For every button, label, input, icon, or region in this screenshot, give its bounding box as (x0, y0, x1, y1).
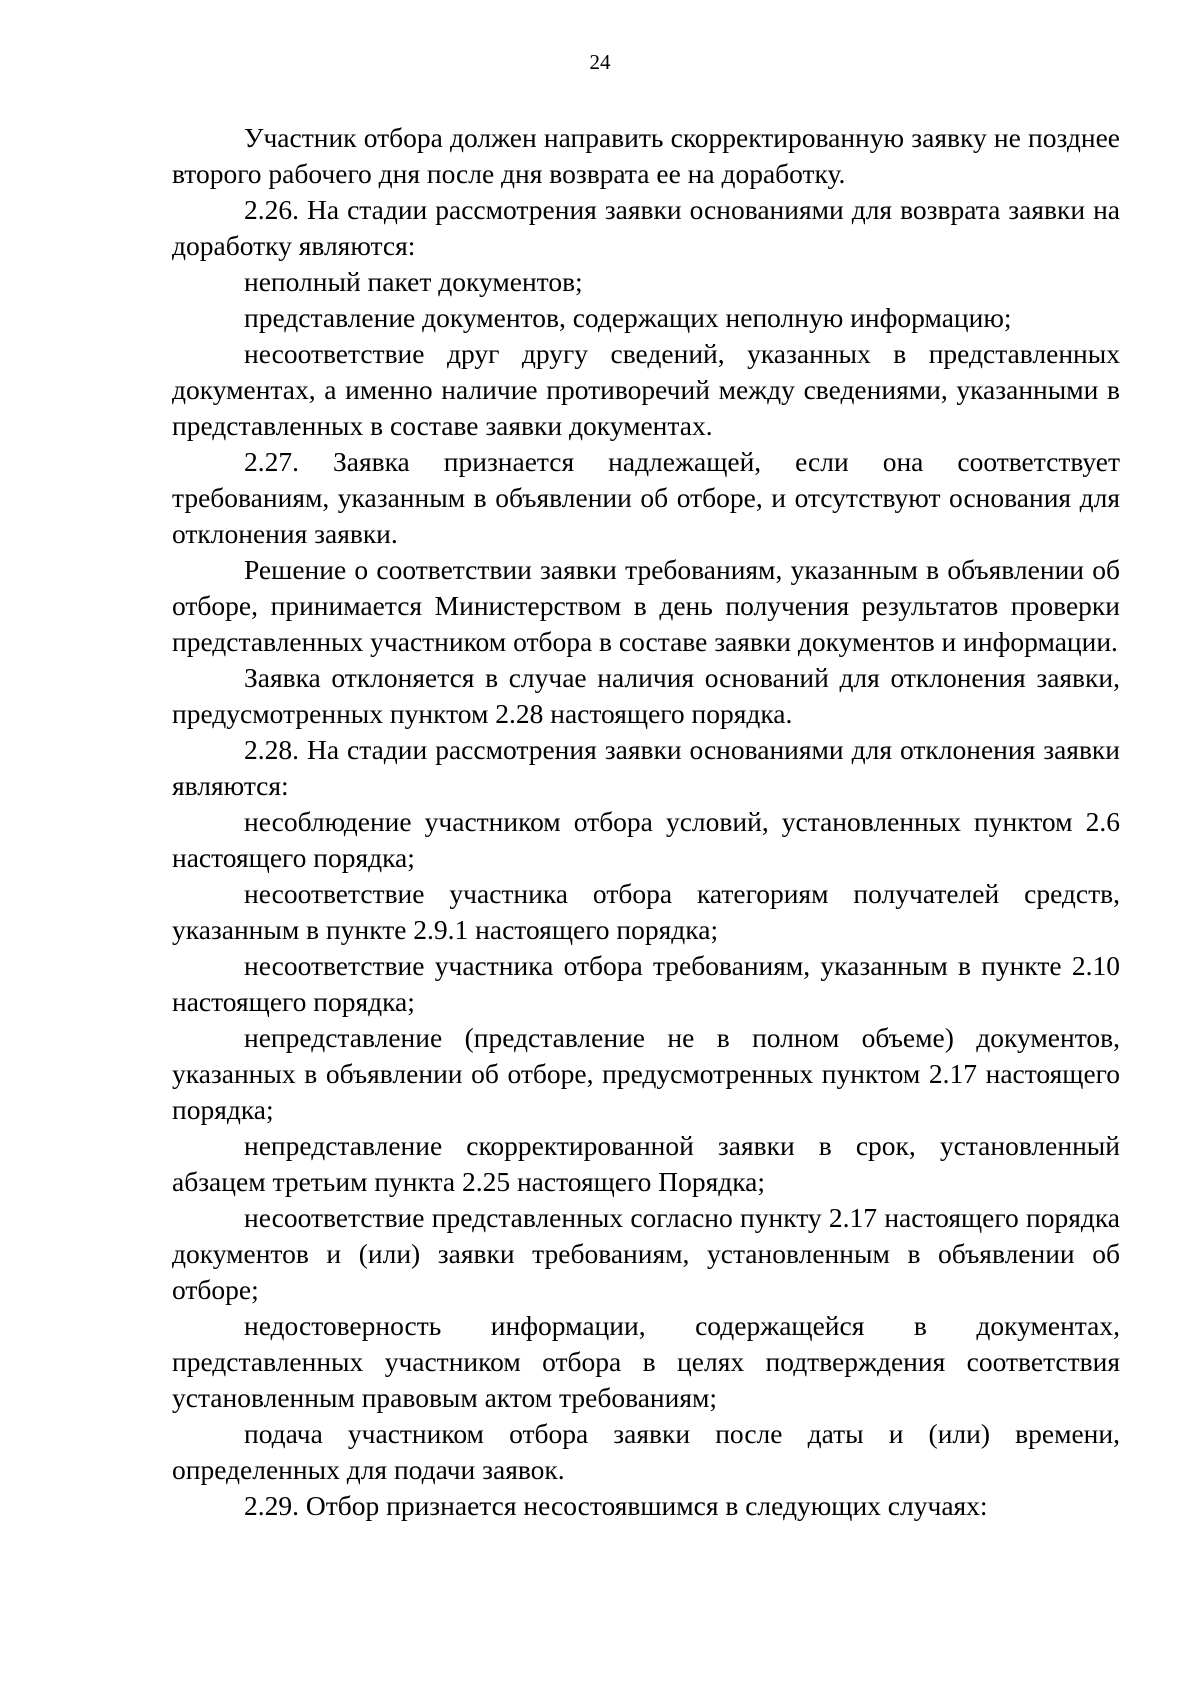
paragraph-inconsistent-info: несоответствие друг другу сведений, указанных в представленных документах, а именно наличие противоречий между сведениями, указанными в представленных в составе заявки документах. (172, 338, 1120, 441)
paragraph-2-27: 2.27. Заявка признается надлежащей, если она соответствует требованиям, указанным в объявлении об отборе, и отсутствуют основания для отклонения заявки. (172, 446, 1120, 549)
paragraph-requirements-2-10: несоответствие участника отбора требованиям, указанным в пункте 2.10 настоящего порядка; (172, 950, 1120, 1017)
paragraph-inaccurate-info: недостоверность информации, содержащейся в документах, представленных участником отбора в целях подтверждения соответствия установленным правовым актом требованиям; (172, 1310, 1120, 1413)
page-number: 24 (589, 50, 611, 74)
paragraph-incomplete-info: представление документов, содержащих неполную информацию; (244, 302, 1012, 333)
paragraph-documents-2-17: непредставление (представление не в полном объеме) документов, указанных в объявлении об отборе, предусмотренных пунктом 2.17 настоящего порядка; (172, 1022, 1120, 1125)
paragraph-2-29: 2.29. Отбор признается несостоявшимся в следующих случаях: (244, 1490, 988, 1521)
paragraph-ministry-decision: Решение о соответствии заявки требованиям, указанным в объявлении об отборе, принимается Министерством в день получения результатов проверки представленных участником отбора в составе заявки документов и информации. (172, 554, 1120, 657)
paragraph-2-26: 2.26. На стадии рассмотрения заявки основаниями для возврата заявки на доработку являются: (172, 194, 1120, 261)
paragraph-late-submission: подача участником отбора заявки после даты и (или) времени, определенных для подачи заявок. (172, 1418, 1120, 1485)
paragraph-2-28: 2.28. На стадии рассмотрения заявки основаниями для отклонения заявки являются: (172, 734, 1120, 801)
document-body (172, 120, 1120, 1524)
paragraph-resubmission-deadline: Участник отбора должен направить скорректированную заявку не позднее второго рабочего дня после дня возврата ее на доработку. (172, 122, 1120, 189)
paragraph-nonconformity: несоответствие представленных согласно пункту 2.17 настоящего порядка документов и (или) заявки требованиям, установленным в объявлении об отборе; (172, 1202, 1120, 1305)
paragraph-late-correction: непредставление скорректированной заявки в срок, установленный абзацем третьим пункта 2.25 настоящего Порядка; (172, 1130, 1120, 1197)
paragraph-incomplete-package: неполный пакет документов; (244, 266, 583, 297)
paragraph-rejection-grounds: Заявка отклоняется в случае наличия оснований для отклонения заявки, предусмотренных пунктом 2.28 настоящего порядка. (172, 662, 1120, 729)
paragraph-conditions-2-6: несоблюдение участником отбора условий, установленных пунктом 2.6 настоящего порядка; (172, 806, 1120, 873)
paragraph-category-2-9-1: несоответствие участника отбора категориям получателей средств, указанным в пункте 2.9.1 настоящего порядка; (172, 878, 1120, 945)
